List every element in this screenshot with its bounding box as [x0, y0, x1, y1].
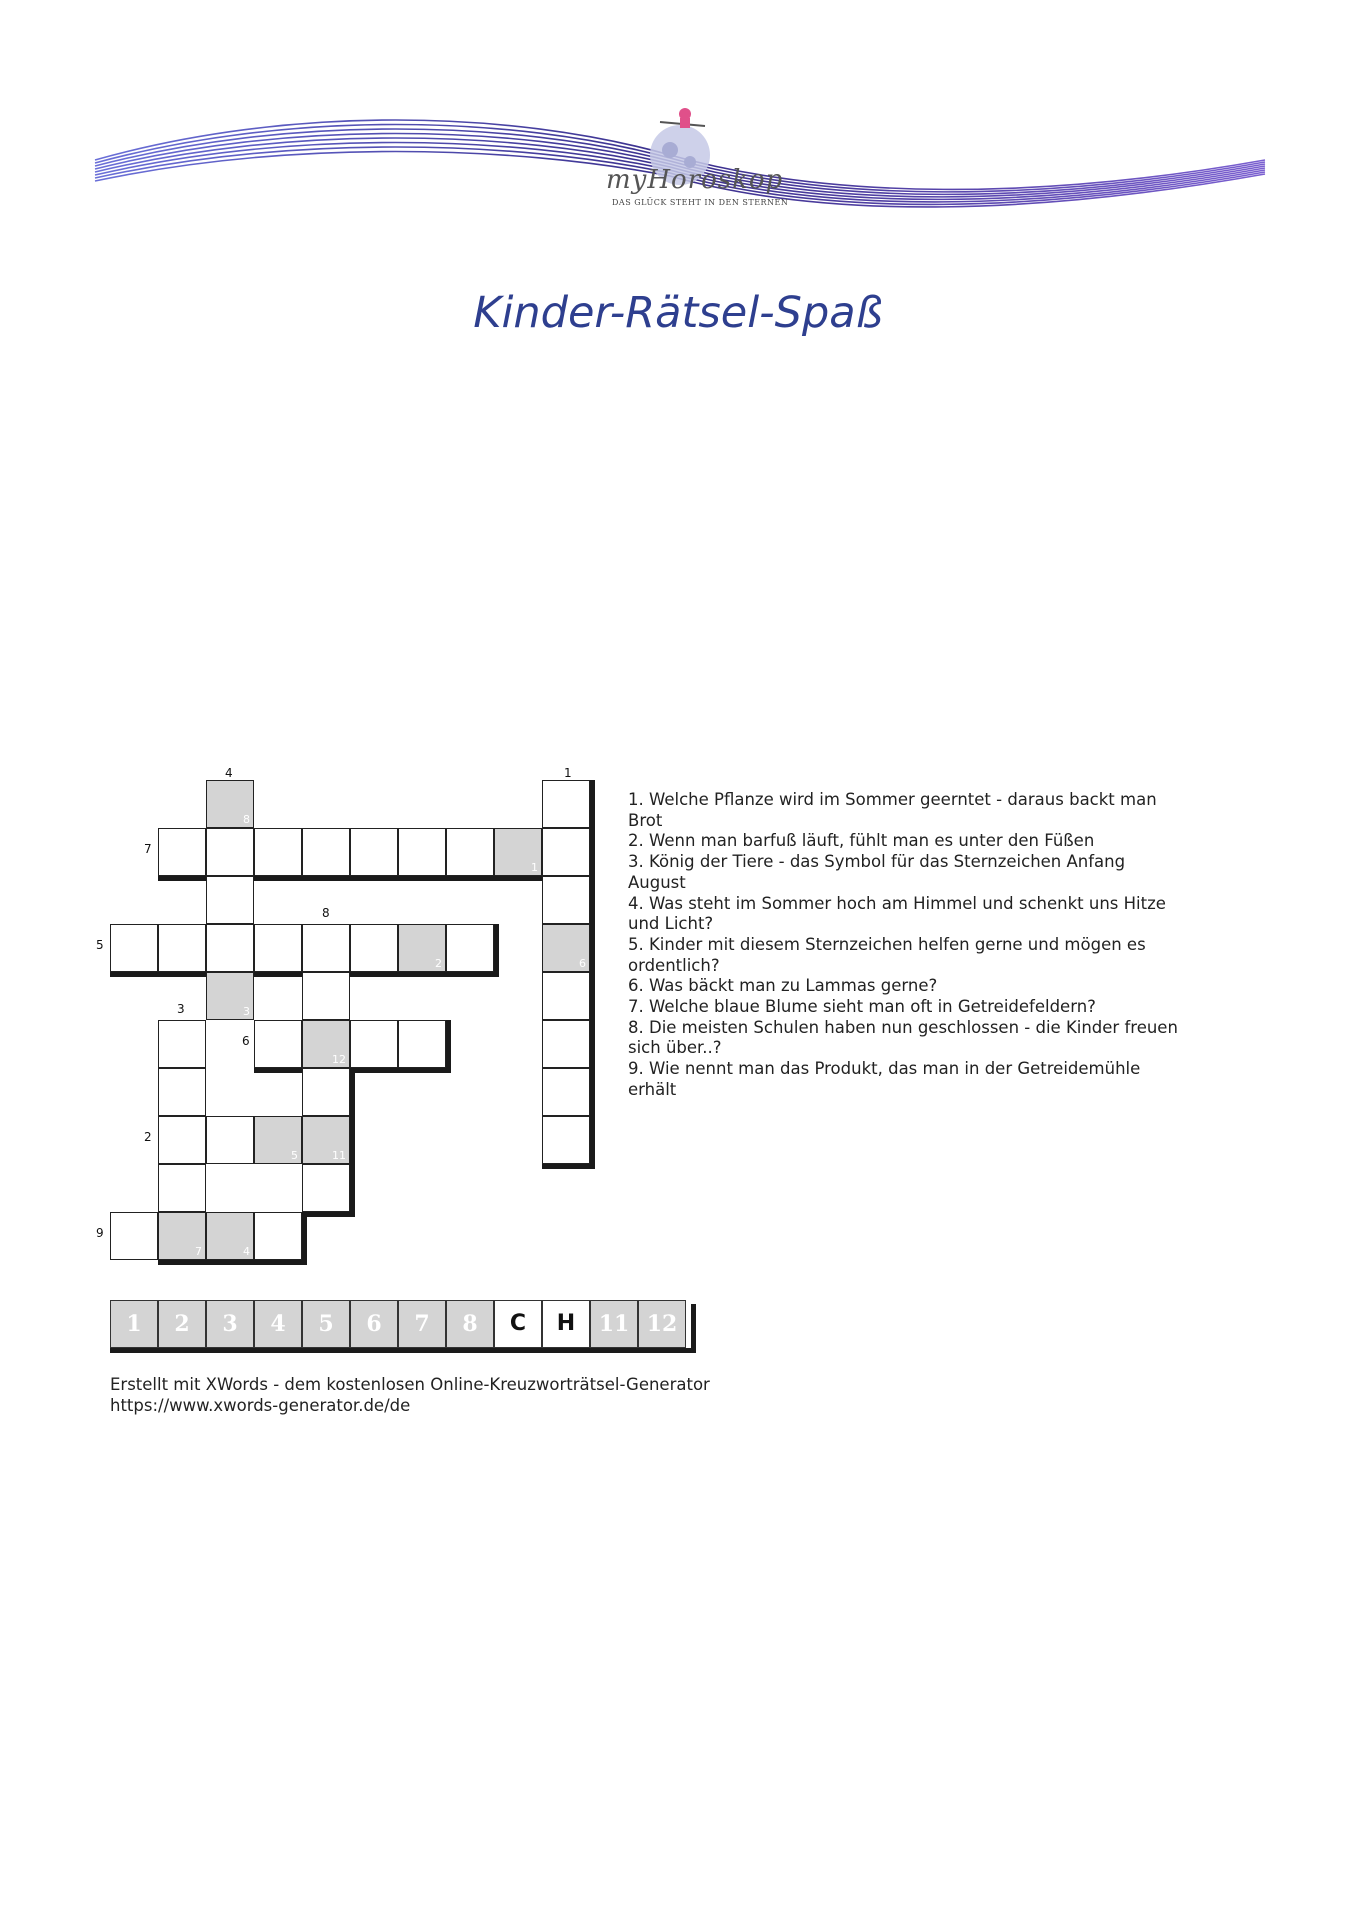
- crossword-cell[interactable]: [350, 1020, 398, 1068]
- clue-number-9: 9: [96, 1226, 104, 1240]
- solution-cell-given: H: [542, 1300, 590, 1348]
- crossword-cell[interactable]: [494, 828, 542, 876]
- solution-key: 3: [243, 1005, 250, 1018]
- crossword-cell[interactable]: [542, 1068, 590, 1116]
- clue-list: [628, 790, 1188, 1101]
- crossword-cell[interactable]: [158, 1068, 206, 1116]
- solution-shadow: [691, 1304, 696, 1353]
- solution-cell[interactable]: 5: [302, 1300, 350, 1348]
- crossword-cell[interactable]: [254, 924, 302, 972]
- crossword-cell[interactable]: [398, 828, 446, 876]
- crossword-cell[interactable]: [398, 1020, 446, 1068]
- logo-text: myHoroskop: [606, 165, 784, 195]
- solution-cell[interactable]: 6: [350, 1300, 398, 1348]
- solution-key: 4: [243, 1245, 250, 1258]
- crossword-cell[interactable]: [542, 972, 590, 1020]
- clue-number-3: 3: [177, 1002, 185, 1016]
- crossword-cell[interactable]: [254, 828, 302, 876]
- solution-key: 8: [243, 813, 250, 826]
- logo-tagline: DAS GLÜCK STEHT IN DEN STERNEN: [612, 198, 789, 207]
- crossword-cell[interactable]: [398, 924, 446, 972]
- crossword-cell[interactable]: [158, 828, 206, 876]
- footer-line: Erstellt mit XWords - dem kostenlosen Online-Kreuzworträtsel-Generator: [110, 1375, 710, 1394]
- grid-shadow: [158, 1260, 307, 1265]
- crossword-cell[interactable]: [158, 924, 206, 972]
- clue-number-4: 4: [225, 766, 233, 780]
- crossword-cell[interactable]: [158, 1212, 206, 1260]
- crossword-cell[interactable]: [446, 924, 494, 972]
- crossword-cell[interactable]: [542, 876, 590, 924]
- crossword-cell[interactable]: [206, 924, 254, 972]
- footer-url: https://www.xwords-generator.de/de: [110, 1396, 411, 1415]
- clue-item: 7. Welche blaue Blume sieht man oft in Getreidefeldern?: [628, 997, 1096, 1017]
- crossword-grid: [96, 766, 610, 1280]
- solution-cell[interactable]: 8: [446, 1300, 494, 1348]
- clue-item: 4. Was steht im Sommer hoch am Himmel und schenkt uns Hitze und Licht?: [628, 893, 1166, 934]
- clue-item: 6. Was bäckt man zu Lammas gerne?: [628, 976, 938, 996]
- solution-key: 11: [332, 1149, 346, 1162]
- grid-shadow: [446, 1020, 451, 1073]
- crossword-cell[interactable]: [206, 1116, 254, 1164]
- crossword-cell[interactable]: [254, 1212, 302, 1260]
- clue-item: 2. Wenn man barfuß läuft, fühlt man es unter den Füßen: [628, 831, 1095, 851]
- crossword-cell[interactable]: [158, 1020, 206, 1068]
- crossword-cell[interactable]: [110, 1212, 158, 1260]
- solution-cell[interactable]: 3: [206, 1300, 254, 1348]
- solution-cell[interactable]: 2: [158, 1300, 206, 1348]
- crossword-cell[interactable]: [350, 924, 398, 972]
- crossword-cell[interactable]: [302, 1020, 350, 1068]
- clue-item: 8. Die meisten Schulen haben nun geschlossen - die Kinder freuen sich über..?: [628, 1017, 1178, 1058]
- solution-key: 7: [195, 1245, 202, 1258]
- crossword-cell[interactable]: [302, 1164, 350, 1212]
- solution-key: 2: [435, 957, 442, 970]
- crossword-cell[interactable]: [302, 1116, 350, 1164]
- crossword-cell[interactable]: [158, 1116, 206, 1164]
- crossword-cell[interactable]: [254, 1020, 302, 1068]
- crossword-cell[interactable]: [542, 1020, 590, 1068]
- crossword-cell[interactable]: [206, 972, 254, 1020]
- footer-credit: [110, 1374, 710, 1416]
- crossword-cell[interactable]: [206, 780, 254, 828]
- clue-number-7: 7: [144, 842, 152, 856]
- clue-number-6: 6: [242, 1034, 250, 1048]
- clue-item: 3. König der Tiere - das Symbol für das Sternzeichen Anfang August: [628, 852, 1126, 892]
- crossword-cell[interactable]: [206, 1212, 254, 1260]
- clue-item: 5. Kinder mit diesem Sternzeichen helfen gerne und mögen es ordentlich?: [628, 934, 1146, 975]
- grid-shadow: [350, 1068, 355, 1217]
- grid-shadow: [542, 1164, 595, 1169]
- crossword-cell[interactable]: [542, 1116, 590, 1164]
- clue-number-2: 2: [144, 1130, 152, 1144]
- solution-cell[interactable]: 4: [254, 1300, 302, 1348]
- crossword-cell[interactable]: [302, 1068, 350, 1116]
- clue-item: 1. Welche Pflanze wird im Sommer geerntet - daraus backt man Brot: [628, 790, 1157, 830]
- crossword-cell[interactable]: [446, 828, 494, 876]
- crossword-cell[interactable]: [350, 828, 398, 876]
- solution-cell[interactable]: 7: [398, 1300, 446, 1348]
- clue-number-5: 5: [96, 938, 104, 952]
- solution-cell[interactable]: 12: [638, 1300, 686, 1348]
- crossword-cell[interactable]: [110, 924, 158, 972]
- crossword-cell[interactable]: [302, 828, 350, 876]
- crossword-cell[interactable]: [206, 876, 254, 924]
- solution-key: 5: [291, 1149, 298, 1162]
- crossword-cell[interactable]: [542, 780, 590, 828]
- crossword-cell[interactable]: [302, 972, 350, 1020]
- crossword-cell[interactable]: [542, 924, 590, 972]
- grid-shadow: [590, 780, 595, 1169]
- grid-shadow: [494, 924, 499, 977]
- solution-shadow: [110, 1348, 696, 1353]
- page-title: Kinder-Rätsel-Spaß: [473, 288, 883, 338]
- solution-cell[interactable]: 11: [590, 1300, 638, 1348]
- crossword-cell[interactable]: [206, 828, 254, 876]
- solution-key: 12: [332, 1053, 346, 1066]
- solution-key: 1: [531, 861, 538, 874]
- clue-number-8: 8: [322, 906, 330, 920]
- solution-cell-given: C: [494, 1300, 542, 1348]
- crossword-cell[interactable]: [254, 1116, 302, 1164]
- solution-cell[interactable]: 1: [110, 1300, 158, 1348]
- grid-shadow: [302, 1212, 307, 1265]
- solution-key: 6: [579, 957, 586, 970]
- crossword-cell[interactable]: [302, 924, 350, 972]
- clue-item: 9. Wie nennt man das Produkt, das man in der Getreidemühle erhält: [628, 1059, 1141, 1099]
- crossword-cell[interactable]: [542, 828, 590, 876]
- clue-number-1: 1: [564, 766, 572, 780]
- crossword-cell[interactable]: [158, 1164, 206, 1212]
